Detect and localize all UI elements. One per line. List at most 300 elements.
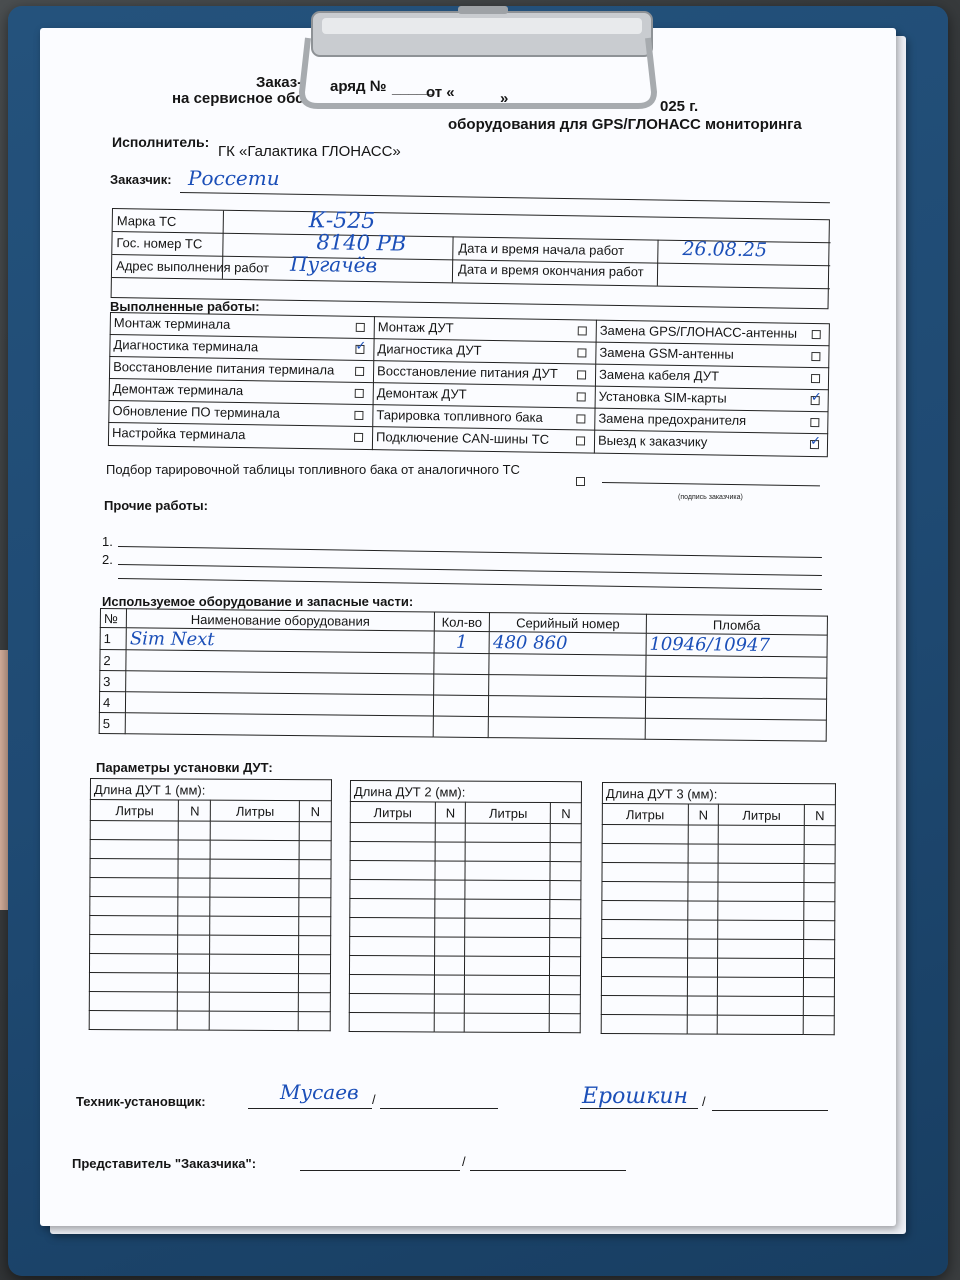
dut-cell [178,954,210,973]
equipment-title: Используемое оборудование и запасные части: [102,594,414,609]
dut-cell [210,916,299,935]
dut-cell [350,937,435,956]
tech-label: Техник-установщик: [76,1094,206,1109]
work-item-label: Восстановление питания терминала [113,359,335,378]
dut-cell [350,880,435,899]
dut-empty-row [602,825,835,845]
equipment-cell-serial [489,632,646,656]
work-item-checkbox[interactable] [355,367,364,376]
equipment-cell-n: 1 [100,628,126,650]
equipment-cell-name [126,628,434,653]
equipment-cell-seal [646,655,827,678]
dut-cell [298,974,330,993]
dut-cell [435,899,466,918]
dut-cell [550,843,581,862]
work-item-label: Подключение CAN-шины ТС [375,429,550,447]
equipment-cell-serial [489,675,646,698]
dut-cell [687,977,718,996]
dut-header-row [90,800,331,822]
work-item-label: Демонтаж терминала [112,381,244,399]
dut-cell [435,842,466,861]
dut-cell [804,845,835,864]
dut-cell [350,842,435,861]
clipboard [8,6,948,1276]
equipment-table [100,608,828,731]
dut-cell [466,842,551,861]
works-title: Выполненные работы: [110,299,260,314]
equipment-value-qty [437,685,486,686]
dut-cell [601,1014,687,1033]
dut-cell [350,918,435,937]
dut-cell [465,861,550,880]
work-item-checkbox[interactable] [577,348,586,357]
dut-block-2 [350,780,582,821]
other-works-title: Прочие работы: [104,498,208,513]
dut-empty-row [89,1010,330,1030]
dut-cell [687,901,718,920]
dut-cell [299,898,331,917]
dut-grid [601,782,836,1035]
work-item-label: Монтаж ДУТ [377,319,454,336]
equipment-cell-seal [645,718,826,741]
dut-cell [804,940,835,959]
work-item-checkbox[interactable] [811,396,820,405]
dut-cell [435,880,466,899]
dut-cell [178,916,210,935]
dut-empty-row [90,897,331,917]
plate-label: Гос. номер ТС [116,235,203,252]
dut-header-cell: N [435,802,466,823]
customer-signature-line [602,482,820,486]
dut-cell [210,859,299,878]
tech-slash-1: / [372,1092,376,1107]
dut-cell [718,996,804,1015]
work-item-label: Тарировка топливного бака [376,407,543,425]
dut-cell [90,859,179,878]
equipment-cell-serial [489,654,646,677]
dut-header-row [602,804,835,826]
dut-cell [349,993,434,1012]
dut-cell [465,1013,550,1032]
dut-empty-row [602,939,835,959]
customer-underline [180,192,830,203]
dut-cell [718,958,804,977]
dut-header-cell: Литры [350,802,435,823]
work-item-label: Монтаж терминала [113,315,231,332]
equipment-header-cell: Серийный номер [490,613,647,634]
equipment-grid [99,608,828,742]
equipment-cell-qty [433,716,489,738]
work-order-sheet [40,28,896,1226]
dut-cell [549,1014,580,1033]
equipment-cell-qty [434,631,490,654]
work-item-checkbox[interactable] [578,326,587,335]
dut-empty-row [602,882,835,902]
dut-empty-row [89,991,330,1011]
dut-cell [210,973,299,992]
dut-cell [349,1012,434,1031]
work-item-checkbox[interactable] [354,411,363,420]
dut-cell [550,824,581,843]
dut-cell [90,916,179,935]
dut-header-cell: Литры [466,802,551,823]
dut-header-row [350,802,581,824]
other-line-2 [118,564,822,576]
equipment-cell-name [125,713,433,737]
dut-empty-row [350,918,581,938]
customer-signature-caption: (подпись заказчика) [678,494,743,501]
tech-signature-line-1 [248,1108,372,1109]
work-item-checkbox[interactable] [811,352,820,361]
dut-cell [602,825,688,844]
brand-value: К-525 [308,208,376,235]
clipboard-clip [298,6,668,124]
tech-slash-2: / [702,1094,706,1109]
dut-cell [688,844,719,863]
work-item-checkbox[interactable] [355,345,364,354]
dut-cell [298,955,330,974]
equipment-cell-seal [645,697,826,720]
dut-cell [550,976,581,995]
dut-cell [89,972,178,991]
vehicle-info-table [111,208,830,309]
dut-cell [550,957,581,976]
dut-cell [550,938,581,957]
dut-cell [179,840,211,859]
dut-header-cell: Литры [211,800,300,821]
dut-cell [687,958,718,977]
equipment-header-cell: Наименование оборудования [127,609,435,631]
rep-slash: / [462,1154,466,1169]
work-item-checkbox[interactable] [354,433,363,442]
dut-cell [435,861,466,880]
dut-empty-row [601,995,834,1015]
dut-cell [718,863,804,882]
work-item-checkbox[interactable] [810,440,819,449]
dut-length-label: Длина ДУТ 2 (мм): [350,781,581,803]
dut-header-cell: N [688,804,719,825]
dut-empty-row [350,899,581,919]
title-quote: » [500,90,509,107]
other-line-3 [118,578,822,590]
dut-empty-row [349,1012,580,1032]
dut-cell [178,1011,210,1030]
works-table [108,312,830,457]
dut-cell [550,881,581,900]
dut-cell [466,823,551,842]
dut-cell [718,920,804,939]
equipment-cell-qty [433,695,489,717]
dut-grid [349,780,582,1033]
dut-cell [550,995,581,1014]
dut-header-cell: N [804,805,835,826]
equipment-value-seal: 10946/10947 [649,633,771,657]
dut-cell [550,862,581,881]
dut-empty-row [349,993,580,1013]
dut-cell [210,1011,299,1030]
dut-cell [211,840,300,859]
dut-cell [687,920,718,939]
dut-cell [687,996,718,1015]
dut-cell [299,860,331,879]
tech-signature-line-2 [380,1108,498,1109]
dut-empty-row [350,937,581,957]
dut-cell [803,1016,834,1035]
dut-header-cell: N [299,801,331,822]
equipment-value-qty [437,664,486,665]
dut-empty-row [90,821,331,841]
equipment-value-serial: 480 860 [492,632,568,654]
dut-cell [601,995,687,1014]
dut-cell [90,897,179,916]
equipment-cell-qty [433,653,489,675]
dut-cell [178,992,210,1011]
tariff-label: Подбор тарировочной таблицы топливного бака от аналогичного ТС [106,462,520,477]
dut-cell [90,878,179,897]
equipment-cell-serial [489,717,646,740]
dut-cell [602,882,688,901]
dut-empty-row [601,976,834,996]
dut-cell [89,1010,178,1029]
dut-cell [434,937,465,956]
title-part-b: аряд № [330,78,387,95]
customer-label: Заказчик: [110,172,172,187]
dut-cell [718,901,804,920]
executor-value: ГК «Галактика ГЛОНАСС» [218,143,401,160]
dut-empty-row [89,972,330,992]
work-item-label: Диагностика терминала [113,337,259,355]
dut-empty-row [90,840,331,860]
dut-cell [211,821,300,840]
title-part-a: Заказ- [256,74,303,91]
work-item-checkbox[interactable] [577,370,586,379]
work-item-checkbox[interactable] [576,414,585,423]
start-value: 26.08.25 [682,237,768,262]
dut-block-1 [90,778,332,819]
dut-header-cell: Литры [602,804,688,825]
rep-label: Представитель "Заказчика": [72,1156,257,1171]
equipment-header-cell: Пломба [646,614,827,635]
dut-cell [687,939,718,958]
work-item-label: Установка SIM-карты [598,388,727,406]
dut-cell [465,975,550,994]
dut-title: Параметры установки ДУТ: [96,760,273,775]
dut-cell [434,1013,465,1032]
dut-cell [465,956,550,975]
dut-cell [601,958,687,977]
dut-cell [299,879,331,898]
dut-empty-row [602,863,835,883]
equipment-header-cell: Кол-во [434,612,490,632]
dut-cell [89,954,178,973]
tech-signature-line-4 [712,1110,828,1111]
title-from: от « [426,84,455,101]
dut-header-cell: Литры [90,800,179,821]
address-label: Адрес выполнения работ [115,258,270,276]
dut-cell [298,1012,330,1031]
dut-cell [434,994,465,1013]
dut-cell [465,880,550,899]
dut-empty-row [349,974,580,994]
rep-signature-line-1 [300,1170,460,1171]
equipment-cell-seal [646,633,827,657]
dut-empty-row [349,956,580,976]
dut-cell [179,821,211,840]
dut-cell [602,920,688,939]
dut-header-cell: N [179,800,211,821]
dut-cell [299,822,331,841]
dut-cell [803,997,834,1016]
dut-empty-row [601,958,834,978]
dut-cell [89,991,178,1010]
plate-value: 8140 РВ [316,230,407,256]
dut-header-cell: N [551,803,582,824]
dut-cell [90,821,179,840]
dut-empty-row [350,861,581,881]
dut-cell [299,917,331,936]
dut-block-3 [602,782,836,823]
dut-cell [688,863,719,882]
dut-length-row [602,783,835,805]
executor-label: Исполнитель: [112,134,210,150]
dut-cell [434,956,465,975]
dut-cell [178,859,210,878]
equipment-value-qty [437,706,486,707]
tech-name-1: Мусаев [280,1080,359,1104]
dut-cell [210,878,299,897]
other-item-2: 2. [102,552,113,567]
dut-cell [719,844,805,863]
dut-cell [718,939,804,958]
dut-cell [435,823,466,842]
dut-cell [804,883,835,902]
address-value: Пугачёв [289,251,378,278]
dut-length-row [90,779,331,801]
dut-cell [803,978,834,997]
dut-empty-row [90,878,331,898]
work-item-label: Обновление ПО терминала [112,403,280,421]
dut-empty-row [350,842,581,862]
work-item-label: Замена кабеля ДУТ [598,366,720,384]
dut-cell [804,864,835,883]
dut-cell [804,826,835,845]
dut-empty-row [89,954,330,974]
brand-label: Марка ТС [116,213,177,230]
tariff-checkbox[interactable] [576,477,585,486]
dut-empty-row [350,880,581,900]
title-line3: оборудования для GPS/ГЛОНАСС мониторинга [448,116,802,133]
dut-cell [719,825,805,844]
dut-cell [602,863,688,882]
equipment-cell-qty [433,674,489,696]
end-label: Дата и время окончания работ [457,261,644,280]
equipment-value-qty [436,727,485,728]
dut-cell [550,900,581,919]
title-line2-start: на сервисное обс [172,90,304,107]
work-item-label: Выезд к заказчику [597,432,708,450]
dut-cell [434,918,465,937]
dut-empty-row [601,1014,834,1034]
work-item-label: Диагностика ДУТ [377,341,482,358]
dut-cell [299,841,331,860]
work-item-label: Демонтаж ДУТ [376,385,467,402]
dut-cell [602,844,688,863]
tech-name-2: Ерошкин [582,1084,689,1109]
work-item-checkbox[interactable] [577,392,586,401]
work-item-checkbox[interactable] [810,418,819,427]
work-item-label: Замена предохранителя [598,410,747,429]
dut-cell [210,897,299,916]
dut-cell [602,901,688,920]
dut-cell [178,973,210,992]
equipment-cell-n: 2 [100,650,126,671]
dut-cell [718,977,804,996]
dut-cell [804,959,835,978]
dut-cell [210,954,299,973]
other-line-1 [118,546,822,558]
equipment-cell-serial [489,696,646,719]
dut-cell [465,994,550,1013]
dut-cell [687,882,718,901]
dut-length-row [350,781,581,803]
dut-cell [210,992,299,1011]
dut-cell [804,902,835,921]
dut-cell [602,939,688,958]
dut-cell [550,919,581,938]
dut-cell [298,993,330,1012]
dut-empty-row [602,844,835,864]
work-item-label: Настройка терминала [111,425,246,443]
dut-cell [804,921,835,940]
dut-cell [178,897,210,916]
work-item-label: Замена GPS/ГЛОНАСС-антенны [599,322,798,341]
dut-cell [718,882,804,901]
work-item-checkbox[interactable] [812,330,821,339]
work-item-checkbox[interactable] [576,436,585,445]
dut-grid [89,778,332,1031]
dut-cell [465,918,550,937]
dut-cell [178,878,210,897]
dut-cell [465,899,550,918]
dut-cell [350,861,435,880]
dut-length-label: Длина ДУТ 1 (мм): [90,779,331,801]
work-item-label: Восстановление питания ДУТ [376,363,558,382]
dut-cell [210,935,299,954]
dut-cell [718,1015,804,1034]
dut-empty-row [602,901,835,921]
equipment-cell-n: 5 [99,712,125,733]
work-item-checkbox[interactable] [356,323,365,332]
dut-empty-row [90,859,331,879]
dut-cell [349,956,434,975]
equipment-cell-seal [645,676,826,699]
dut-cell [349,974,434,993]
rep-signature-line-2 [470,1170,626,1171]
dut-cell [90,935,179,954]
other-item-1: 1. [102,534,113,549]
equipment-value-name: Sim Next [129,628,215,651]
work-item-label: Замена GSM-антенны [599,344,734,362]
dut-cell [299,936,331,955]
customer-value: Россети [188,166,280,190]
dut-cell [178,935,210,954]
dut-cell [688,825,719,844]
dut-length-label: Длина ДУТ 3 (мм): [602,783,835,805]
work-item-checkbox[interactable] [355,389,364,398]
start-label: Дата и время начала работ [458,240,625,259]
dut-header-cell: Литры [719,804,805,825]
work-item-checkbox[interactable] [811,374,820,383]
